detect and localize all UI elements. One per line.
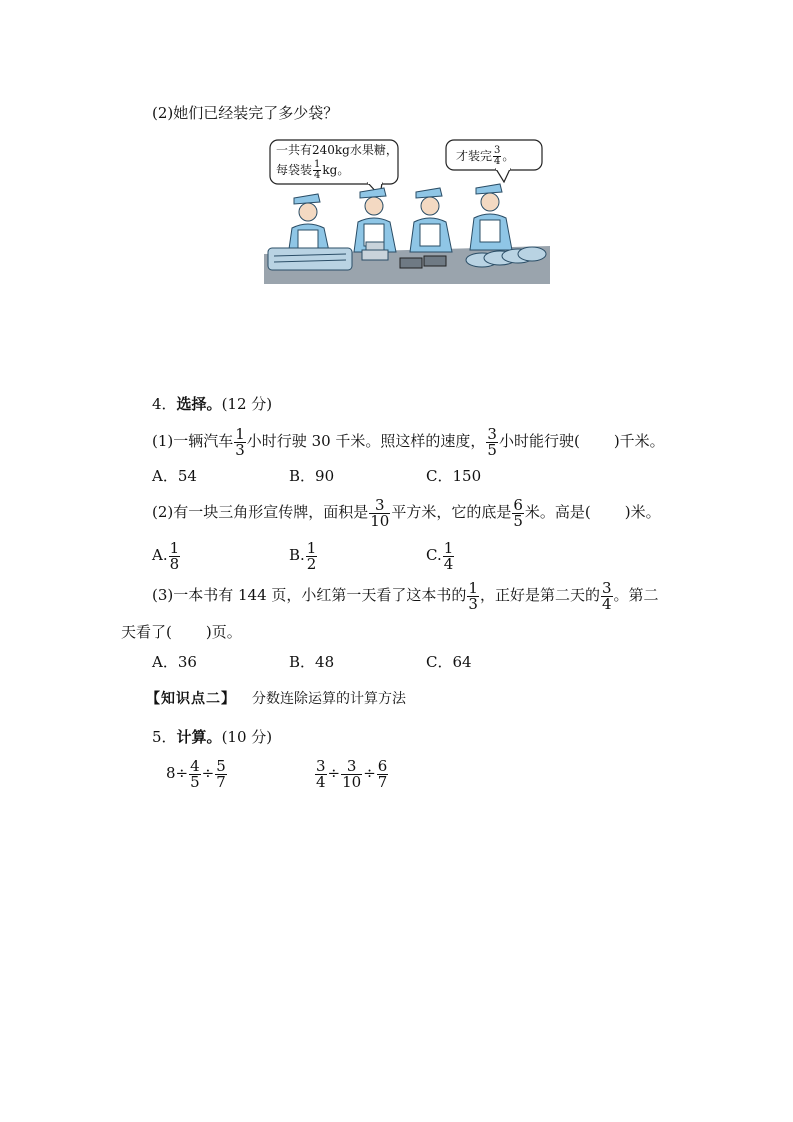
bubble-right-text: 才装完 $\frac{3}{4}$ 。 [456, 145, 515, 167]
option-4-3-c[interactable]: C．64 [426, 653, 472, 671]
bubble-left-text-1: 一共有240kg水果糖， [276, 143, 398, 157]
worker-3 [410, 188, 452, 252]
worker-4 [470, 184, 512, 250]
question-4-heading: 4．选择。(12 分) [152, 395, 273, 413]
question-4-3: (3)一本书有 144 页，小红第一天看了这本书的 $\frac{1}{3}$ ，正好是第二天的 $\frac{3}{4}$ 。第二 [152, 578, 659, 613]
candy-pile-left [268, 248, 352, 270]
expression-1: 8÷ $\frac{4}{5}$ ÷ $\frac{5}{7}$ [166, 756, 226, 791]
option-4-3-a[interactable]: A．36 [152, 653, 197, 671]
worker-1 [288, 194, 330, 256]
expression-2: $\frac{3}{4}$ ÷ $\frac{3}{10}$ ÷ $\frac{6}{7}$ [316, 756, 388, 791]
option-4-2-b[interactable]: B. $\frac{1}{2}$ [289, 538, 317, 573]
question-4-3-cont: 天看了( )页。 [121, 623, 242, 641]
option-4-2-c[interactable]: C. $\frac{1}{4}$ [426, 538, 454, 573]
option-4-1-a[interactable]: A．54 [152, 467, 197, 485]
knowledge-point [146, 689, 406, 709]
question-4-2: (2)有一块三角形宣传牌，面积是 $\frac{3}{10}$ 平方米，它的底是 $\frac{6}{5}$ 米。高是( )米。 [152, 495, 661, 530]
bubble-left-text-2: 每袋装 $\frac{1}{4}$ kg。 [276, 159, 350, 181]
workers-illustration [264, 136, 550, 284]
question-3-2: (2)她们已经装完了多少袋？ [152, 104, 339, 122]
option-4-1-b[interactable]: B．90 [289, 467, 335, 485]
option-4-3-b[interactable]: B．48 [289, 653, 335, 671]
question-4-1: (1)一辆汽车 $\frac{1}{3}$ 小时行驶 30 千米。照这样的速度， $\frac{3}{5}$ 小时能行驶( )千米。 [152, 424, 665, 459]
knowledge-point-text: 分数连除运算的计算方法 [252, 691, 406, 707]
knowledge-point-tag: 【知识点二】 [146, 691, 236, 707]
option-4-1-c[interactable]: C．150 [426, 467, 482, 485]
option-4-2-a[interactable]: A. $\frac{1}{8}$ [152, 538, 180, 573]
scale [362, 242, 388, 260]
question-5-heading: 5．计算。(10 分) [152, 728, 273, 746]
